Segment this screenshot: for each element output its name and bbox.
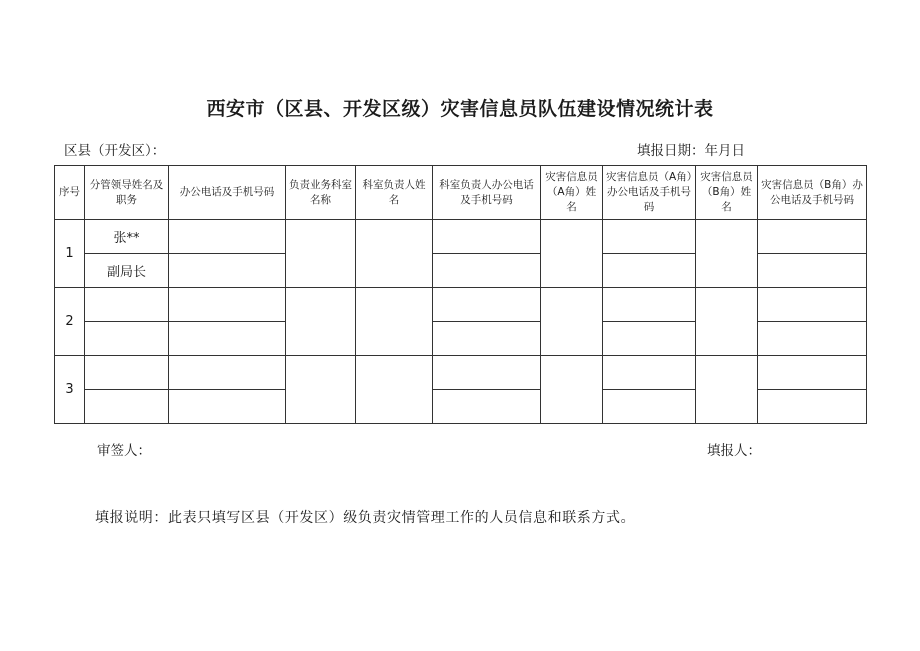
header-dept-head: 科室负责人姓名 <box>356 166 433 220</box>
a-phone-cell[interactable] <box>603 356 696 390</box>
b-phone-cell[interactable] <box>758 254 867 288</box>
b-name-cell[interactable] <box>696 288 758 356</box>
header-b-phone: 灾害信息员（B角）办公电话及手机号码 <box>758 166 867 220</box>
dept-head-cell[interactable] <box>356 220 433 288</box>
leader-name-cell[interactable] <box>85 356 169 390</box>
leader-phone-cell[interactable] <box>169 254 286 288</box>
leader-phone-cell[interactable] <box>169 220 286 254</box>
row-index: 3 <box>55 356 85 424</box>
b-phone-cell[interactable] <box>758 220 867 254</box>
leader-phone-cell[interactable] <box>169 390 286 424</box>
leader-title-cell[interactable]: 副局长 <box>85 254 169 288</box>
dept-head-phone-cell[interactable] <box>433 322 541 356</box>
header-index: 序号 <box>55 166 85 220</box>
leader-name-cell[interactable]: 张** <box>85 220 169 254</box>
reviewer-label: 审签人： <box>97 443 151 459</box>
leader-phone-cell[interactable] <box>169 288 286 322</box>
header-a-phone: 灾害信息员（A角）办公电话及手机号码 <box>603 166 696 220</box>
table-row <box>55 220 867 254</box>
row-index: 1 <box>55 220 85 288</box>
a-name-cell[interactable] <box>541 356 603 424</box>
department-cell[interactable] <box>286 288 356 356</box>
leader-title-cell[interactable] <box>85 322 169 356</box>
fill-instructions: 填报说明：此表只填写区县（开发区）级负责灾情管理工作的人员信息和联系方式。 <box>95 510 636 526</box>
department-cell[interactable] <box>286 356 356 424</box>
district-label: 区县（开发区）： <box>64 143 166 159</box>
dept-head-phone-cell[interactable] <box>433 356 541 390</box>
leader-phone-cell[interactable] <box>169 356 286 390</box>
b-phone-cell[interactable] <box>758 356 867 390</box>
header-row <box>55 166 867 220</box>
header-leader: 分管领导姓名及职务 <box>85 166 169 220</box>
header-dept-head-phone: 科室负责人办公电话及手机号码 <box>433 166 541 220</box>
dept-head-cell[interactable] <box>356 288 433 356</box>
header-b-name: 灾害信息员（B角）姓名 <box>696 166 758 220</box>
a-phone-cell[interactable] <box>603 390 696 424</box>
filler-label: 填报人： <box>707 443 761 459</box>
header-department: 负责业务科室名称 <box>286 166 356 220</box>
a-phone-cell[interactable] <box>603 220 696 254</box>
a-phone-cell[interactable] <box>603 254 696 288</box>
leader-name-cell[interactable] <box>85 288 169 322</box>
row-index: 2 <box>55 288 85 356</box>
b-phone-cell[interactable] <box>758 322 867 356</box>
b-name-cell[interactable] <box>696 356 758 424</box>
leader-phone-cell[interactable] <box>169 322 286 356</box>
page-title: 西安市（区县、开发区级）灾害信息员队伍建设情况统计表 <box>206 98 714 120</box>
dept-head-cell[interactable] <box>356 356 433 424</box>
dept-head-phone-cell[interactable] <box>433 390 541 424</box>
fill-date-label: 填报日期：年月日 <box>637 143 745 159</box>
leader-title-cell[interactable] <box>85 390 169 424</box>
dept-head-phone-cell[interactable] <box>433 254 541 288</box>
a-phone-cell[interactable] <box>603 322 696 356</box>
table-row <box>55 288 867 322</box>
a-phone-cell[interactable] <box>603 288 696 322</box>
table-row <box>55 356 867 390</box>
b-phone-cell[interactable] <box>758 288 867 322</box>
header-leader-phone: 办公电话及手机号码 <box>169 166 286 220</box>
dept-head-phone-cell[interactable] <box>433 220 541 254</box>
header-a-name: 灾害信息员（A角）姓名 <box>541 166 603 220</box>
dept-head-phone-cell[interactable] <box>433 288 541 322</box>
a-name-cell[interactable] <box>541 220 603 288</box>
b-name-cell[interactable] <box>696 220 758 288</box>
a-name-cell[interactable] <box>541 288 603 356</box>
statistics-table <box>54 165 867 424</box>
department-cell[interactable] <box>286 220 356 288</box>
b-phone-cell[interactable] <box>758 390 867 424</box>
